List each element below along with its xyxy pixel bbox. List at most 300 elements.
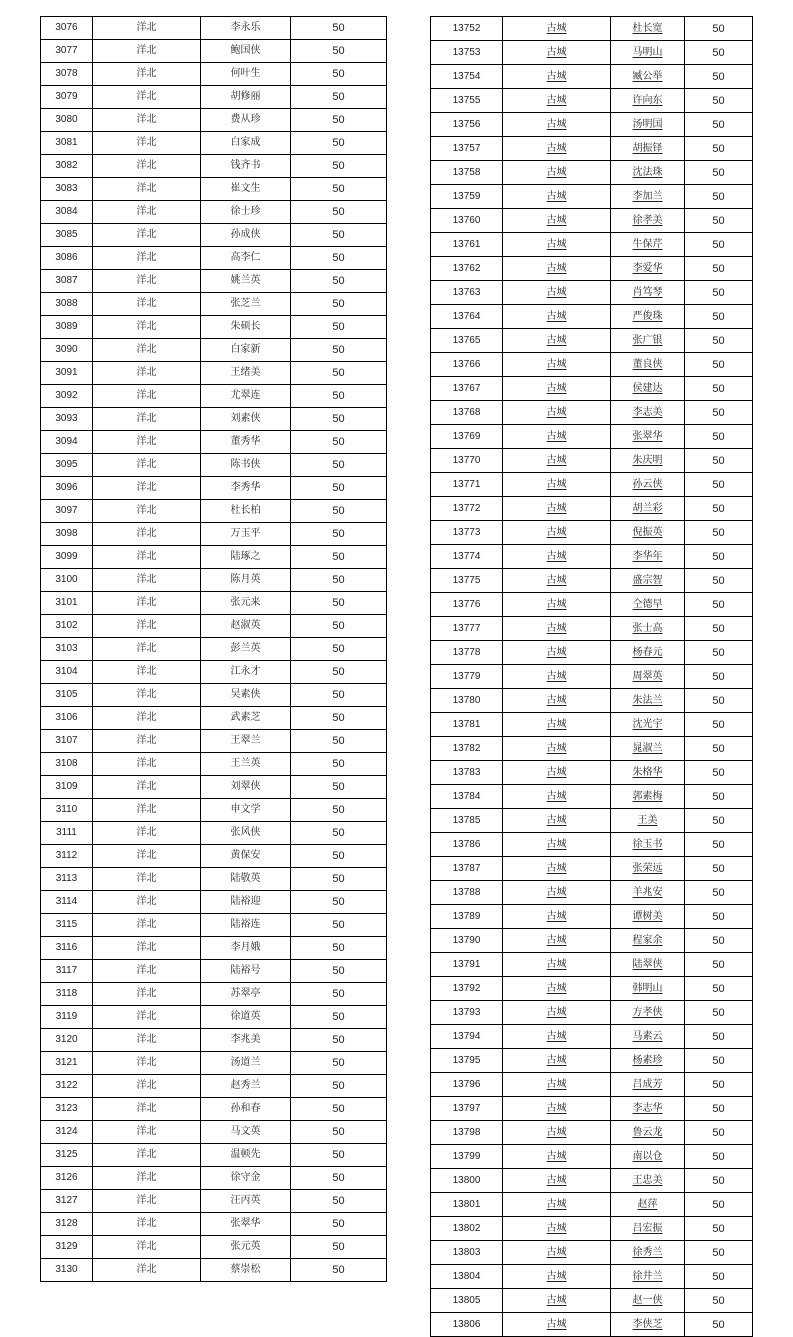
name-cell [611, 569, 685, 593]
district-cell: 洋北 [93, 224, 201, 247]
score-cell: 50 [291, 845, 387, 868]
id-cell: 13789 [431, 905, 503, 929]
score-cell: 50 [685, 785, 753, 809]
name-cell [611, 1049, 685, 1073]
name-cell [611, 65, 685, 89]
district-cell [503, 977, 611, 1001]
name-cell [611, 929, 685, 953]
score-cell: 50 [291, 1006, 387, 1029]
district-cell: 洋北 [93, 201, 201, 224]
id-cell: 13776 [431, 593, 503, 617]
id-cell: 3095 [41, 454, 93, 477]
id-cell: 13806 [431, 1313, 503, 1337]
score-cell: 50 [685, 233, 753, 257]
district-cell: 洋北 [93, 730, 201, 753]
table-row [41, 316, 387, 339]
id-cell: 13771 [431, 473, 503, 497]
id-cell: 3092 [41, 385, 93, 408]
name-cell [611, 641, 685, 665]
score-cell: 50 [291, 155, 387, 178]
score-cell: 50 [685, 1145, 753, 1169]
id-cell: 3111 [41, 822, 93, 845]
name-cell-text: 陆翠侠 [632, 959, 663, 970]
district-cell: 洋北 [93, 1029, 201, 1052]
id-cell: 13775 [431, 569, 503, 593]
score-cell: 50 [685, 1241, 753, 1265]
name-cell [611, 353, 685, 377]
table-row [431, 521, 753, 545]
name-cell [611, 593, 685, 617]
table-row [431, 761, 753, 785]
table-row [41, 684, 387, 707]
id-cell: 13761 [431, 233, 503, 257]
score-cell: 50 [291, 1029, 387, 1052]
table-row [431, 329, 753, 353]
id-cell: 3112 [41, 845, 93, 868]
table-row [41, 431, 387, 454]
id-cell: 3086 [41, 247, 93, 270]
district-cell-text: 古城 [546, 815, 567, 826]
name-cell [611, 89, 685, 113]
district-cell-text: 古城 [546, 47, 567, 58]
id-cell: 3125 [41, 1144, 93, 1167]
table-row [431, 1049, 753, 1073]
name-cell-text: 韩明山 [632, 983, 663, 994]
name-cell-text: 李爱华 [632, 263, 663, 274]
district-cell: 洋北 [93, 868, 201, 891]
id-cell: 3094 [41, 431, 93, 454]
district-cell-text: 古城 [546, 743, 567, 754]
score-cell: 50 [291, 63, 387, 86]
name-cell: 费从珍 [201, 109, 291, 132]
district-cell-text: 古城 [546, 839, 567, 850]
name-cell-text: 许向东 [632, 95, 663, 106]
score-cell: 50 [685, 89, 753, 113]
name-cell [611, 449, 685, 473]
name-cell [611, 497, 685, 521]
name-cell [611, 545, 685, 569]
score-cell: 50 [685, 1001, 753, 1025]
id-cell: 13785 [431, 809, 503, 833]
id-cell: 13783 [431, 761, 503, 785]
table-row [41, 615, 387, 638]
district-cell [503, 89, 611, 113]
id-cell: 3104 [41, 661, 93, 684]
name-cell [611, 209, 685, 233]
district-cell: 洋北 [93, 362, 201, 385]
district-cell-text: 古城 [546, 71, 567, 82]
name-cell-text: 沈法珠 [632, 167, 663, 178]
name-cell: 李永乐 [201, 17, 291, 40]
score-cell: 50 [685, 569, 753, 593]
district-cell-text: 古城 [546, 215, 567, 226]
table-row [431, 1145, 753, 1169]
district-cell [503, 833, 611, 857]
table-row [41, 408, 387, 431]
district-cell [503, 353, 611, 377]
district-cell-text: 古城 [546, 383, 567, 394]
district-cell-text: 古城 [546, 287, 567, 298]
name-cell [611, 1145, 685, 1169]
name-cell-text: 吕成芳 [632, 1079, 663, 1090]
id-cell: 13779 [431, 665, 503, 689]
name-cell [611, 1001, 685, 1025]
score-cell: 50 [291, 684, 387, 707]
table-row [41, 661, 387, 684]
name-cell-text: 李志美 [632, 407, 663, 418]
name-cell: 彭兰英 [201, 638, 291, 661]
district-cell [503, 377, 611, 401]
score-cell: 50 [291, 1236, 387, 1259]
id-cell: 13802 [431, 1217, 503, 1241]
score-cell: 50 [685, 665, 753, 689]
id-cell: 13794 [431, 1025, 503, 1049]
id-cell: 13799 [431, 1145, 503, 1169]
table-row [41, 523, 387, 546]
district-cell: 洋北 [93, 753, 201, 776]
district-cell: 洋北 [93, 1121, 201, 1144]
score-cell: 50 [291, 316, 387, 339]
score-cell: 50 [291, 914, 387, 937]
table-row [431, 833, 753, 857]
id-cell: 13769 [431, 425, 503, 449]
name-cell-text: 南以仓 [632, 1151, 663, 1162]
score-cell: 50 [291, 707, 387, 730]
score-cell: 50 [685, 809, 753, 833]
table-row [41, 753, 387, 776]
id-cell: 13788 [431, 881, 503, 905]
score-cell: 50 [685, 977, 753, 1001]
score-cell: 50 [685, 761, 753, 785]
score-cell: 50 [685, 353, 753, 377]
id-cell: 13772 [431, 497, 503, 521]
district-cell [503, 593, 611, 617]
district-cell [503, 209, 611, 233]
id-cell: 13770 [431, 449, 503, 473]
name-cell: 申文学 [201, 799, 291, 822]
id-cell: 13773 [431, 521, 503, 545]
district-cell [503, 1241, 611, 1265]
district-cell [503, 497, 611, 521]
district-cell: 洋北 [93, 247, 201, 270]
district-cell [503, 905, 611, 929]
table-row [431, 1217, 753, 1241]
district-cell-text: 古城 [546, 911, 567, 922]
name-cell: 陆裕号 [201, 960, 291, 983]
name-cell-text: 王美 [637, 815, 658, 826]
table-row [41, 155, 387, 178]
id-cell: 3128 [41, 1213, 93, 1236]
table-row [41, 1098, 387, 1121]
table-row [431, 1025, 753, 1049]
table-row [41, 638, 387, 661]
name-cell: 万玉平 [201, 523, 291, 546]
id-cell: 3108 [41, 753, 93, 776]
score-cell: 50 [291, 109, 387, 132]
table-row [431, 377, 753, 401]
district-cell-text: 古城 [546, 1199, 567, 1210]
district-cell: 洋北 [93, 615, 201, 638]
id-cell: 13790 [431, 929, 503, 953]
score-cell: 50 [685, 305, 753, 329]
name-cell: 张元来 [201, 592, 291, 615]
id-cell: 13796 [431, 1073, 503, 1097]
district-cell-text: 古城 [546, 647, 567, 658]
district-cell [503, 665, 611, 689]
id-cell: 3090 [41, 339, 93, 362]
district-cell [503, 185, 611, 209]
table-row [41, 224, 387, 247]
score-cell: 50 [291, 799, 387, 822]
table-row [41, 891, 387, 914]
name-cell [611, 689, 685, 713]
name-cell: 温顿先 [201, 1144, 291, 1167]
district-cell [503, 1265, 611, 1289]
score-cell: 50 [291, 224, 387, 247]
table-row [41, 1167, 387, 1190]
name-cell [611, 233, 685, 257]
table-row [41, 569, 387, 592]
name-cell: 赵秀兰 [201, 1075, 291, 1098]
id-cell: 3126 [41, 1167, 93, 1190]
district-cell [503, 1145, 611, 1169]
district-cell-text: 古城 [546, 983, 567, 994]
district-cell-text: 古城 [546, 1103, 567, 1114]
name-cell-text: 沈光宇 [632, 719, 663, 730]
district-cell [503, 233, 611, 257]
district-cell [503, 161, 611, 185]
district-cell [503, 281, 611, 305]
district-cell-text: 古城 [546, 599, 567, 610]
name-cell: 刘翠侠 [201, 776, 291, 799]
score-cell: 50 [291, 385, 387, 408]
name-cell: 李秀华 [201, 477, 291, 500]
table-row [431, 497, 753, 521]
id-cell: 3103 [41, 638, 93, 661]
table-row [431, 41, 753, 65]
score-cell: 50 [685, 401, 753, 425]
district-cell [503, 137, 611, 161]
district-cell [503, 113, 611, 137]
district-cell-text: 古城 [546, 551, 567, 562]
name-cell: 杜长柏 [201, 500, 291, 523]
table-row [41, 868, 387, 891]
score-cell: 50 [291, 201, 387, 224]
score-cell: 50 [291, 431, 387, 454]
table-row [41, 40, 387, 63]
table-row [41, 914, 387, 937]
id-cell: 3114 [41, 891, 93, 914]
id-cell: 13777 [431, 617, 503, 641]
id-cell: 3113 [41, 868, 93, 891]
score-cell: 50 [291, 477, 387, 500]
score-cell: 50 [685, 953, 753, 977]
id-cell: 13768 [431, 401, 503, 425]
score-cell: 50 [685, 1073, 753, 1097]
name-cell [611, 953, 685, 977]
district-cell-text: 古城 [546, 23, 567, 34]
name-cell-text: 张士高 [632, 623, 663, 634]
name-cell-text: 马素云 [632, 1031, 663, 1042]
name-cell: 白家新 [201, 339, 291, 362]
name-cell-text: 杜长宽 [632, 23, 663, 34]
score-cell: 50 [291, 592, 387, 615]
id-cell: 13795 [431, 1049, 503, 1073]
table-row [431, 65, 753, 89]
id-cell: 3105 [41, 684, 93, 707]
district-cell [503, 1001, 611, 1025]
table-row [431, 281, 753, 305]
table-row [41, 960, 387, 983]
name-cell-text: 杨春元 [632, 647, 663, 658]
district-cell: 洋北 [93, 776, 201, 799]
name-cell [611, 761, 685, 785]
district-cell-text: 古城 [546, 407, 567, 418]
district-cell-text: 古城 [546, 959, 567, 970]
name-cell-text: 谭树美 [632, 911, 663, 922]
name-cell-text: 周翠英 [632, 671, 663, 682]
id-cell: 3119 [41, 1006, 93, 1029]
district-cell: 洋北 [93, 408, 201, 431]
name-cell-text: 张翠华 [632, 431, 663, 442]
score-cell: 50 [291, 454, 387, 477]
score-cell: 50 [685, 1049, 753, 1073]
name-cell: 马文英 [201, 1121, 291, 1144]
score-cell: 50 [685, 1217, 753, 1241]
table-row [431, 1001, 753, 1025]
district-cell-text: 古城 [546, 1055, 567, 1066]
name-cell [611, 401, 685, 425]
id-cell: 3129 [41, 1236, 93, 1259]
score-cell: 50 [291, 362, 387, 385]
district-cell [503, 473, 611, 497]
id-cell: 13800 [431, 1169, 503, 1193]
district-cell: 洋北 [93, 1236, 201, 1259]
name-cell [611, 329, 685, 353]
table-row [431, 857, 753, 881]
district-cell: 洋北 [93, 1006, 201, 1029]
name-cell [611, 1073, 685, 1097]
district-cell [503, 857, 611, 881]
district-cell [503, 953, 611, 977]
id-cell: 13760 [431, 209, 503, 233]
name-cell-text: 李侠芝 [632, 1319, 663, 1330]
district-cell: 洋北 [93, 983, 201, 1006]
score-cell: 50 [291, 983, 387, 1006]
name-cell [611, 1169, 685, 1193]
score-cell: 50 [291, 891, 387, 914]
table-row [431, 1289, 753, 1313]
table-row [41, 1144, 387, 1167]
district-cell: 洋北 [93, 592, 201, 615]
name-cell: 何叶生 [201, 63, 291, 86]
score-cell: 50 [291, 661, 387, 684]
score-cell: 50 [685, 257, 753, 281]
id-cell: 13752 [431, 17, 503, 41]
table-row [431, 1121, 753, 1145]
id-cell: 3106 [41, 707, 93, 730]
name-cell [611, 1025, 685, 1049]
name-cell [611, 1217, 685, 1241]
score-cell: 50 [685, 641, 753, 665]
table-row [431, 161, 753, 185]
score-cell: 50 [291, 730, 387, 753]
score-cell: 50 [685, 1025, 753, 1049]
score-cell: 50 [291, 776, 387, 799]
name-cell: 陈书侠 [201, 454, 291, 477]
id-cell: 3077 [41, 40, 93, 63]
id-cell: 3110 [41, 799, 93, 822]
score-cell: 50 [685, 545, 753, 569]
district-cell-text: 古城 [546, 455, 567, 466]
id-cell: 13758 [431, 161, 503, 185]
name-cell: 武素芝 [201, 707, 291, 730]
id-cell: 3130 [41, 1259, 93, 1282]
table-row [431, 881, 753, 905]
name-cell-text: 方孝侠 [632, 1007, 663, 1018]
id-cell: 3084 [41, 201, 93, 224]
id-cell: 13803 [431, 1241, 503, 1265]
district-cell-text: 古城 [546, 527, 567, 538]
table-row [41, 17, 387, 40]
table-row [41, 546, 387, 569]
table-row [431, 257, 753, 281]
score-cell: 50 [685, 1313, 753, 1337]
name-cell: 徐道英 [201, 1006, 291, 1029]
name-cell-text: 李志华 [632, 1103, 663, 1114]
left-table-body [41, 17, 387, 1282]
name-cell: 蔡崇松 [201, 1259, 291, 1282]
table-row [431, 1073, 753, 1097]
district-cell [503, 929, 611, 953]
name-cell-text: 臧公举 [632, 71, 663, 82]
table-row [41, 1052, 387, 1075]
district-cell: 洋北 [93, 1167, 201, 1190]
district-cell [503, 65, 611, 89]
score-cell: 50 [291, 1259, 387, 1282]
id-cell: 13765 [431, 329, 503, 353]
name-cell [611, 41, 685, 65]
name-cell: 姚兰英 [201, 270, 291, 293]
district-cell-text: 古城 [546, 191, 567, 202]
id-cell: 13791 [431, 953, 503, 977]
table-row [41, 362, 387, 385]
name-cell [611, 737, 685, 761]
name-cell: 孙和春 [201, 1098, 291, 1121]
district-cell [503, 1289, 611, 1313]
table-row [41, 822, 387, 845]
score-cell: 50 [291, 1213, 387, 1236]
id-cell: 3081 [41, 132, 93, 155]
id-cell: 3100 [41, 569, 93, 592]
name-cell: 朱硕长 [201, 316, 291, 339]
district-cell [503, 1217, 611, 1241]
district-cell [503, 425, 611, 449]
district-cell: 洋北 [93, 17, 201, 40]
name-cell-text: 徐井兰 [632, 1271, 663, 1282]
right-table [430, 16, 753, 1337]
score-cell: 50 [291, 1098, 387, 1121]
name-cell-text: 吕宏振 [632, 1223, 663, 1234]
table-row [431, 929, 753, 953]
score-cell: 50 [685, 329, 753, 353]
district-cell: 洋北 [93, 316, 201, 339]
table-row [431, 689, 753, 713]
district-cell: 洋北 [93, 109, 201, 132]
name-cell: 汤道兰 [201, 1052, 291, 1075]
name-cell: 汪丙英 [201, 1190, 291, 1213]
id-cell: 13754 [431, 65, 503, 89]
